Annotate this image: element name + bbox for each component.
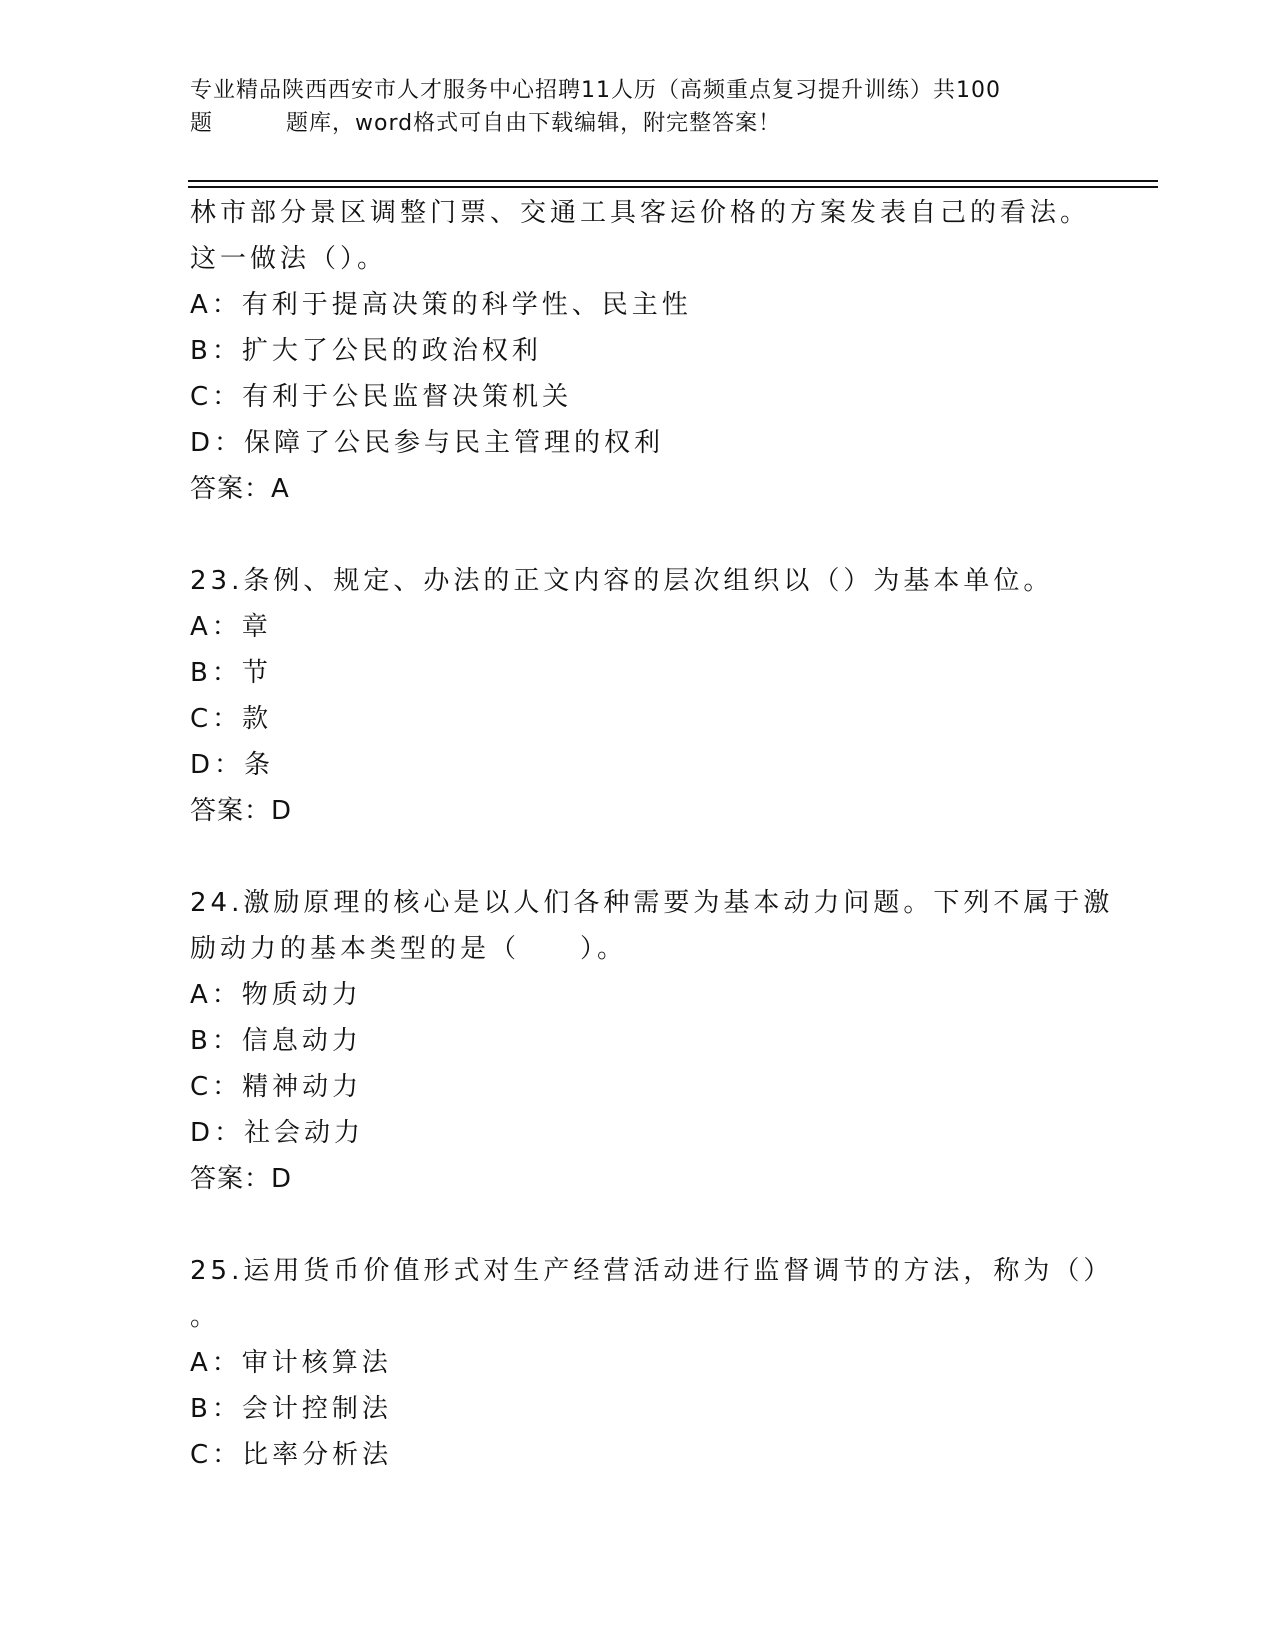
question-23-option-d: D：条	[190, 750, 275, 780]
question-24-option-a: A：物质动力	[190, 980, 362, 1010]
question-22-stem-continued: 林市部分景区调整门票、交通工具客运价格的方案发表自己的看法。	[190, 198, 1091, 228]
question-23	[190, 558, 1140, 834]
question-23-option-b: B：节	[190, 658, 272, 688]
spacer	[190, 512, 1140, 558]
header-line-1: 专业精品陕西西安市人才服务中心招聘11人历（高频重点复习提升训练）共100	[190, 78, 1001, 103]
question-25-option-b: B：会计控制法	[190, 1394, 392, 1424]
question-23-answer: 答案：D	[190, 796, 293, 826]
question-22-stem-end: 这一做法（）。	[190, 244, 388, 274]
question-22-option-c: C：有利于公民监督决策机关	[190, 382, 573, 412]
question-25-option-c: C：比率分析法	[190, 1440, 393, 1470]
header-divider-top	[188, 180, 1158, 182]
question-22-answer: 答案：A	[190, 474, 290, 504]
question-24-stem-line-2: 励动力的基本类型的是（ ）。	[190, 934, 628, 964]
question-22-option-b: B：扩大了公民的政治权利	[190, 336, 542, 366]
question-23-stem: 23.条例、规定、办法的正文内容的层次组织以（）为基本单位。	[190, 566, 1054, 596]
question-24-option-b: B：信息动力	[190, 1026, 362, 1056]
question-25-stem-line-2: 。	[190, 1302, 221, 1332]
document-header	[190, 74, 1090, 140]
question-24-answer: 答案：D	[190, 1164, 293, 1194]
question-22-option-d: D：保障了公民参与民主管理的权利	[190, 428, 665, 458]
header-line-2-lead: 题	[190, 111, 214, 136]
question-23-option-c: C：款	[190, 704, 273, 734]
question-24-option-c: C：精神动力	[190, 1072, 363, 1102]
question-23-option-a: A：章	[190, 612, 272, 642]
question-24-stem-line-1: 24.激励原理的核心是以人们各种需要为基本动力问题。下列不属于激	[190, 888, 1114, 918]
question-24-option-d: D：社会动力	[190, 1118, 365, 1148]
question-25-stem-line-1: 25.运用货币价值形式对生产经营活动进行监督调节的方法，称为（）	[190, 1256, 1114, 1286]
question-25-option-a: A：审计核算法	[190, 1348, 392, 1378]
header-line-2	[190, 107, 1090, 140]
header-divider-bottom	[188, 186, 1158, 188]
spacer	[190, 1202, 1140, 1248]
question-22-option-a: A：有利于提高决策的科学性、民主性	[190, 290, 692, 320]
question-25	[190, 1248, 1140, 1478]
spacer	[190, 834, 1140, 880]
question-24	[190, 880, 1140, 1202]
question-22	[190, 190, 1140, 512]
header-line-2-text: 题库，word格式可自由下载编辑，附完整答案！	[286, 111, 782, 136]
document-body	[190, 190, 1140, 1478]
